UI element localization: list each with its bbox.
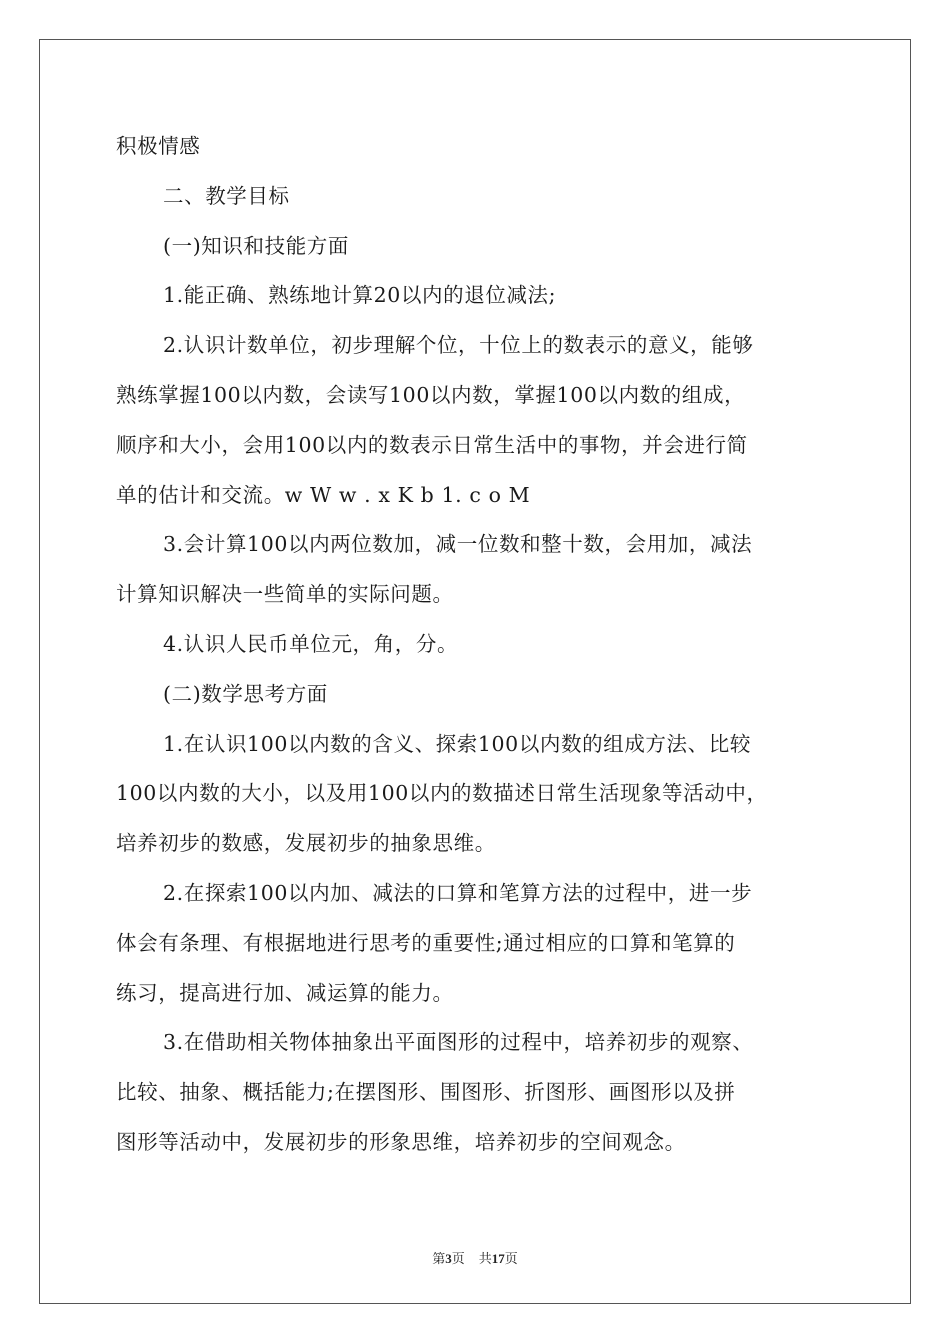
subsection-heading: (二)数学思考方面 [163,681,328,706]
section-heading: 二、教学目标 [163,183,290,208]
page-number: 3 [445,1251,452,1266]
text-line: 顺序和大小，会用100以内的数表示日常生活中的事物，并会进行简 [116,432,748,457]
text-line: 3.会计算100以内两位数加，减一位数和整十数，会用加，减法 [163,532,753,557]
text-line: 比较、抽象、概括能力;在摆图形、围图形、折图形、画图形以及拼 [116,1080,736,1105]
document-body [116,122,836,1168]
total-prefix: 共 [478,1251,492,1266]
text-line: 1.在认识100以内数的含义、探索100以内数的组成方法、比较 [163,731,751,756]
subsection-heading: (一)知识和技能方面 [163,233,349,258]
page-suffix: 页 [451,1251,465,1266]
page-footer [0,1248,950,1267]
text-line: 4.认识人民币单位元，角，分。 [163,631,459,656]
text-line: 培养初步的数感，发展初步的抽象思维。 [116,831,496,856]
text-line: 练习，提高进行加、减运算的能力。 [116,980,454,1005]
text-line: 计算知识解决一些简单的实际问题。 [116,582,454,607]
text-line: 体会有条理、有根据地进行思考的重要性;通过相应的口算和笔算的 [116,930,736,955]
text-line: 2.在探索100以内加、减法的口算和笔算方法的过程中，进一步 [163,880,753,905]
text-line: 单的估计和交流。w W w . x K b 1. c o M [116,482,531,507]
total-pages: 17 [491,1251,505,1266]
text-line: 图形等活动中，发展初步的形象思维，培养初步的空间观念。 [116,1129,686,1154]
text-line: 熟练掌握100以内数，会读写100以内数，掌握100以内数的组成， [116,382,746,407]
text-line: 积极情感 [116,134,201,158]
page-prefix: 第 [432,1251,446,1266]
text-line: 1.能正确、熟练地计算20以内的退位减法; [163,283,557,308]
text-line: 100以内数的大小，以及用100以内的数描述日常生活现象等活动中， [116,781,768,806]
total-suffix: 页 [504,1251,518,1266]
text-line: 2.认识计数单位，初步理解个位，十位上的数表示的意义，能够 [163,333,754,358]
text-line: 3.在借助相关物体抽象出平面图形的过程中，培养初步的观察、 [163,1030,754,1055]
